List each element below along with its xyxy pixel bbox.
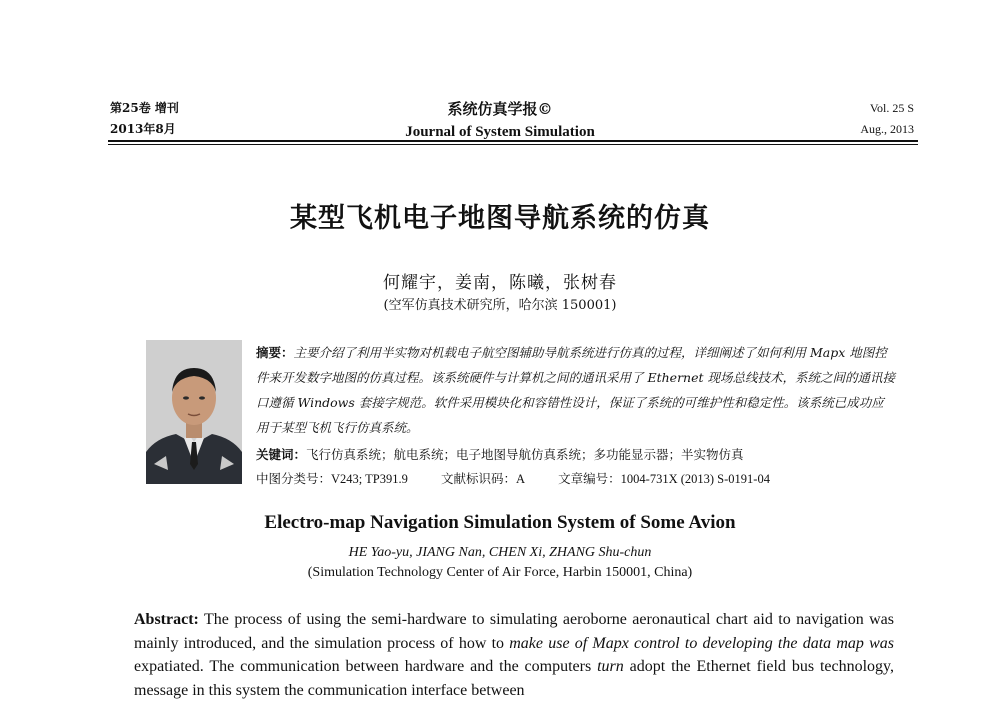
keywords-text: 飞行仿真系统；航电系统；电子地图导航仿真系统；多功能显示器；半实物仿真 bbox=[306, 447, 744, 462]
authors-cn: 何耀宇，姜南，陈曦，张树春 bbox=[383, 273, 617, 293]
classification-line bbox=[256, 467, 896, 492]
authors-en: HE Yao-yu, JIANG Nan, CHEN Xi, ZHANG Shu-chun bbox=[348, 545, 652, 560]
journal-name-en: Journal of System Simulation bbox=[405, 124, 595, 140]
header-rule-thin bbox=[108, 144, 918, 145]
affiliation-cn: (空军仿真技术研究所，哈尔滨 150001) bbox=[383, 298, 617, 313]
article-number: 文章编号：1004-731X (2013) S-0191-04 bbox=[558, 472, 770, 486]
volume-issue: 第25卷 增刊 bbox=[110, 101, 179, 115]
clc-number: 中图分类号：V243; TP391.9 bbox=[256, 472, 408, 486]
keywords-cn bbox=[256, 442, 896, 467]
abstract-en-part2: expatiated. The communication between hardware and the computers bbox=[134, 658, 598, 675]
journal-name-cn: 系统仿真学报© bbox=[447, 100, 553, 118]
affiliation-en: (Simulation Technology Center of Air Force, Harbin 150001, China) bbox=[307, 565, 693, 580]
author-portrait-image bbox=[146, 340, 242, 484]
author-photo bbox=[146, 340, 242, 484]
paper-title-cn: 某型飞机电子地图导航系统的仿真 bbox=[290, 203, 710, 234]
abstract-en-part1: The process of using the semi-hardware to simulating aeroborne aeronautical chart aid to navigation was mainly introduced, and the simulation process of how to bbox=[134, 611, 894, 652]
abstract-en-label: Abstract: bbox=[134, 611, 199, 628]
abstract-cn-text: 主要介绍了利用半实物对机载电子航空图辅助导航系统进行仿真的过程，详细阐述了如何利用 Mapx 地图控件来开发数字地图的仿真过程。该系统硬件与计算机之间的通讯采用了 Ethernet 现场总线技术，系统之间的通讯接口遵循 Windows 套接字规范。软件采用模块化和容错性设计，保证了系统的可维护性和稳定性。该系统已成功应用于某型飞机飞行仿真系统。 bbox=[256, 345, 895, 435]
volume-info-en bbox=[860, 98, 914, 140]
abstract-en-italic2: turn bbox=[597, 658, 624, 675]
journal-name bbox=[0, 98, 1000, 144]
abstract-en-italic1: make use of Mapx control to developing the data map was bbox=[509, 634, 895, 652]
keywords-label: 关键词： bbox=[256, 447, 307, 462]
date-en: Aug., 2013 bbox=[860, 122, 914, 136]
abstract-en-part3: adopt the Ethernet field bus technology, message in this system the communication interface between bbox=[134, 658, 894, 699]
paper-title-en: Electro-map Navigation Simulation System of Some Avion bbox=[264, 512, 736, 533]
header-rule-thick bbox=[108, 140, 918, 142]
volume-en: Vol. 25 S bbox=[869, 101, 914, 115]
abstract-cn-label: 摘要： bbox=[256, 345, 294, 360]
abstract-cn bbox=[256, 340, 896, 440]
document-code: 文献标识码：A bbox=[441, 472, 526, 486]
issue-date: 2013年8月 bbox=[110, 122, 176, 136]
abstract-en bbox=[134, 608, 894, 702]
